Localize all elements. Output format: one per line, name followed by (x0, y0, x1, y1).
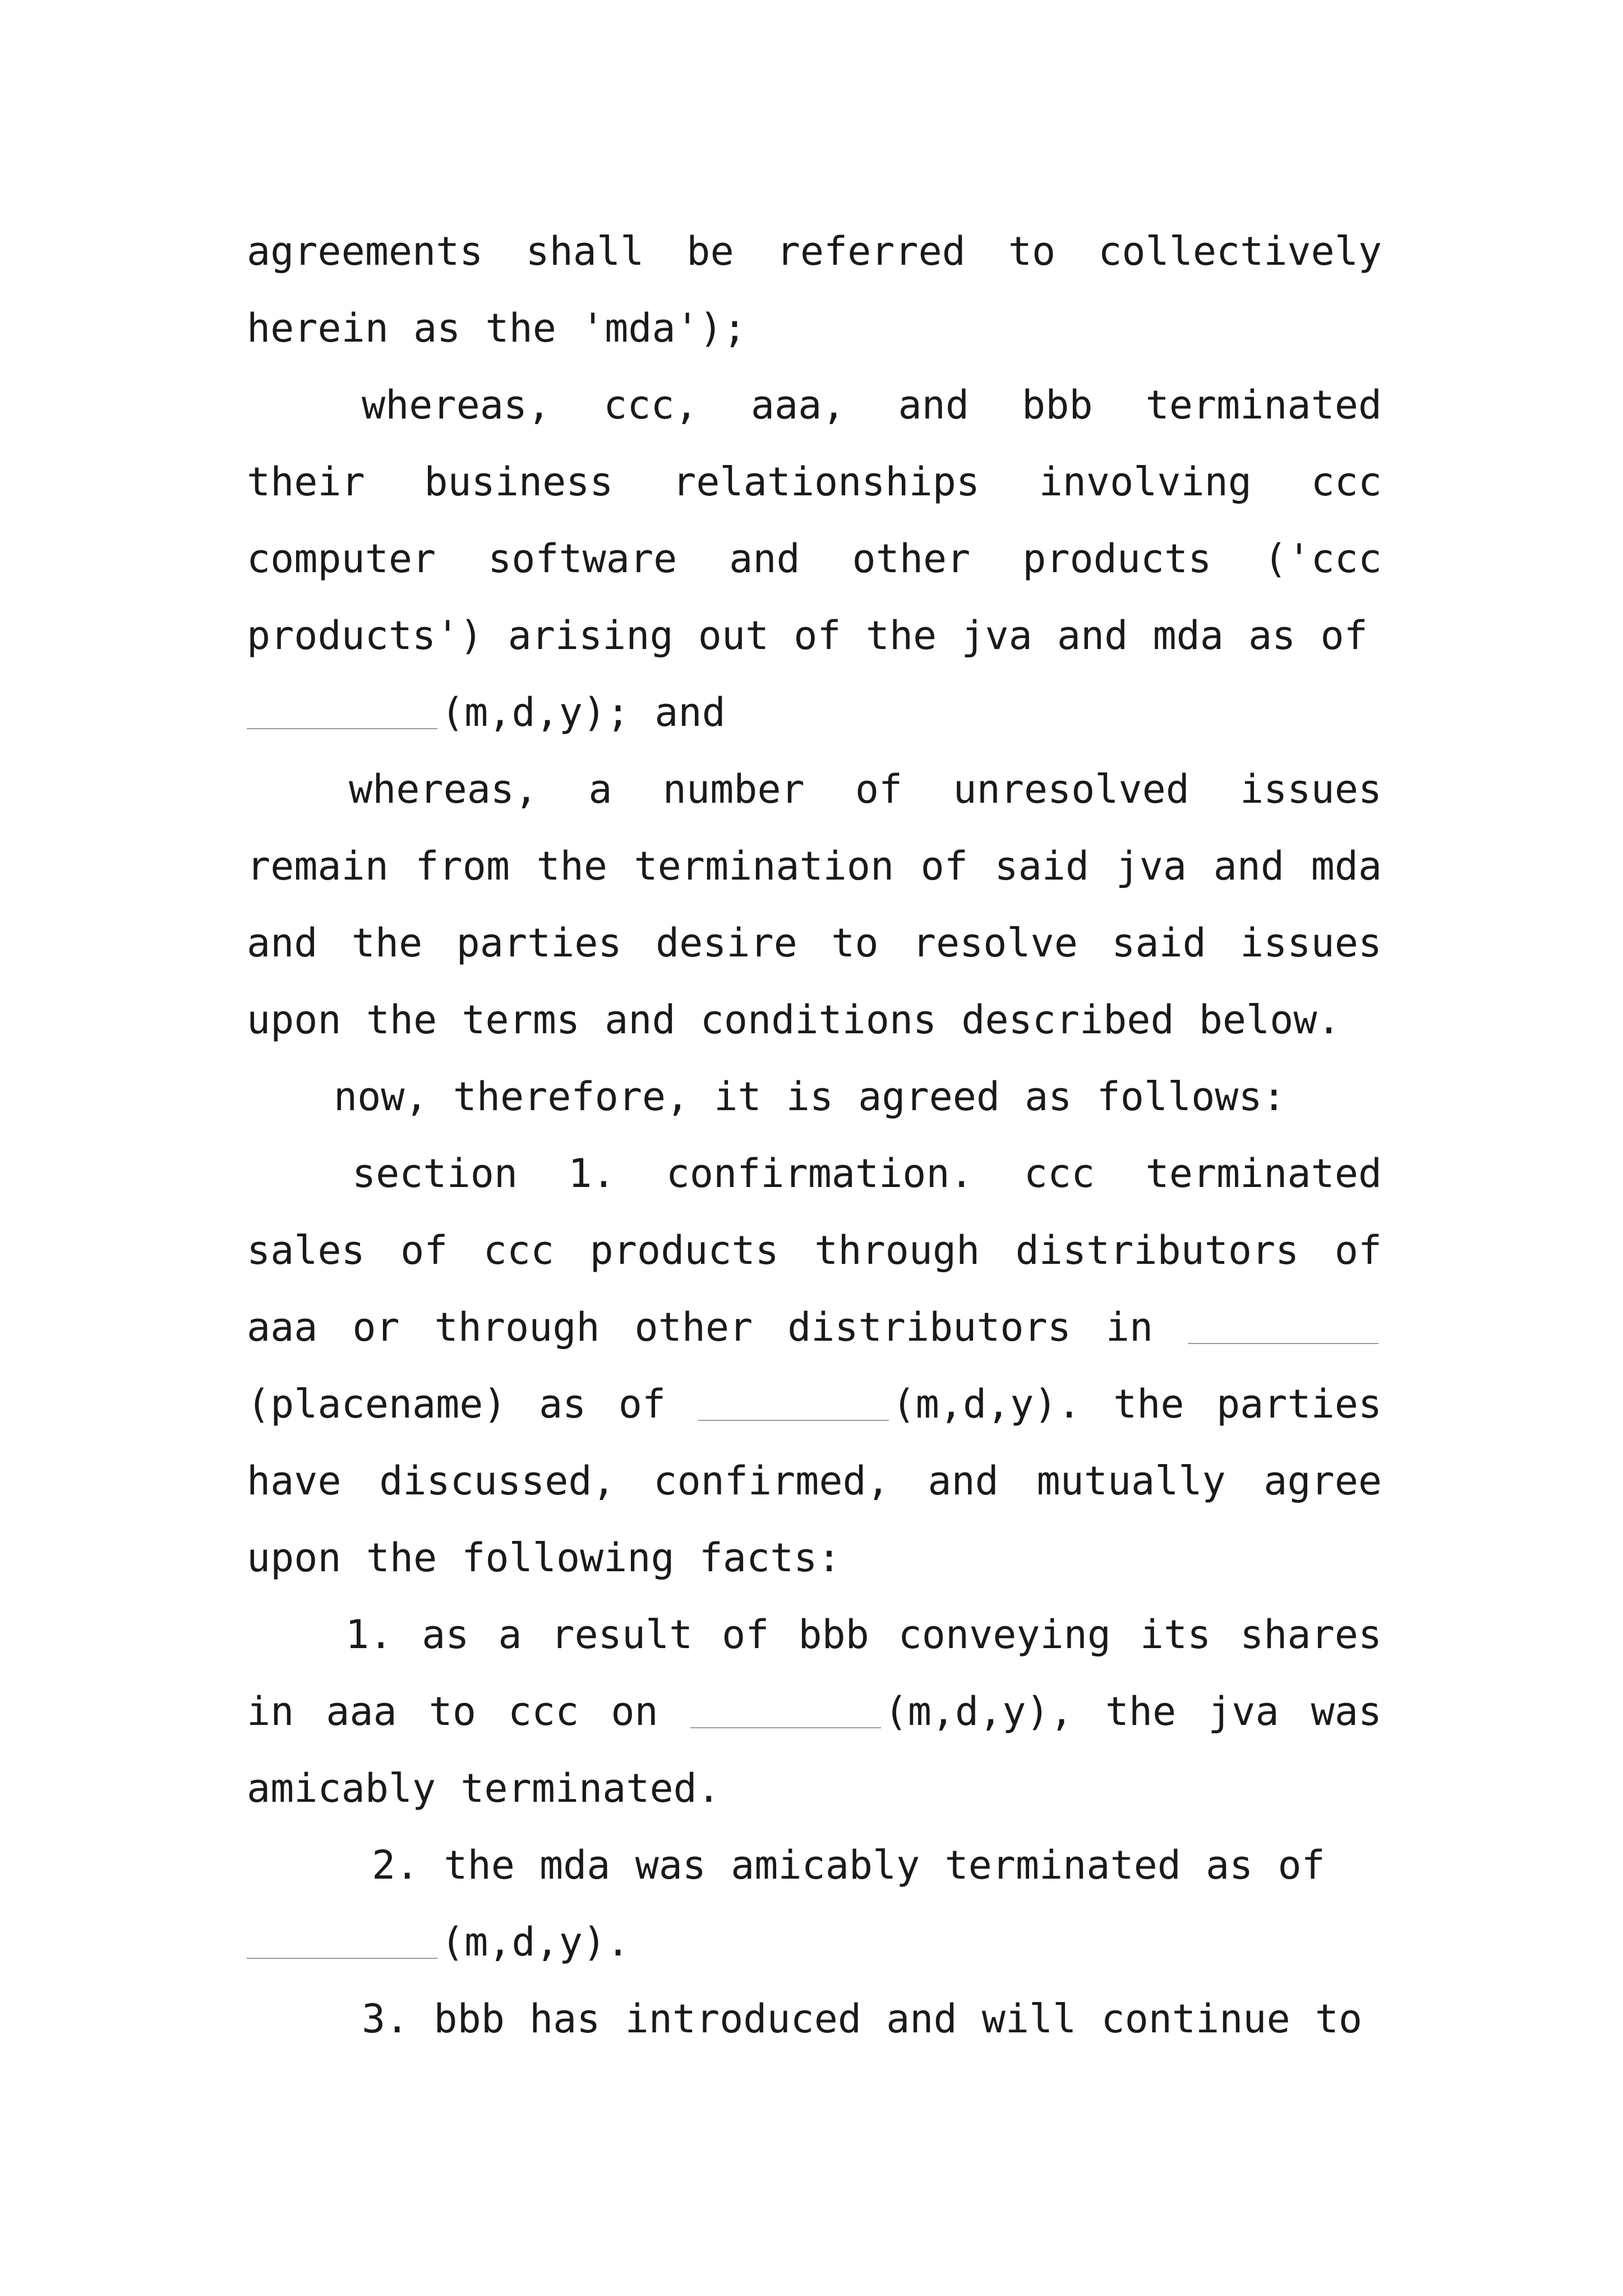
paragraph-text: (m,d,y), the jva was amicably terminated. (247, 1688, 1382, 1811)
paragraph-now-therefore (247, 1059, 1382, 1135)
paragraph-text: (m,d,y). the parties have discussed, confirmed, and mutually agree upon the following facts: (247, 1381, 1382, 1581)
paragraph-text: whereas, a number of unresolved issues remain from the termination of said jva and mda and the parties desire to resolve said issues upon the terms and conditions described below. (247, 766, 1382, 1043)
paragraph-text: (placename) as of (247, 1381, 698, 1427)
document-page (247, 213, 1382, 2058)
paragraph-text: agreements shall be referred to collectively herein as the 'mda'); (247, 228, 1382, 351)
paragraph-section-1-confirmation (247, 1135, 1382, 1596)
paragraph-text: section 1. confirmation. ccc terminated sales of ccc products through distributors of aaa or through other distributors in (247, 1151, 1382, 1350)
paragraph-text: 1. as a result of bbb conveying its shares in aaa to ccc on (247, 1612, 1382, 1734)
paragraph-fact-2 (247, 1827, 1382, 1981)
blank-date-field (247, 728, 437, 729)
blank-date-field (690, 1727, 881, 1728)
paragraph-text: now, therefore, it is agreed as follows: (334, 1074, 1286, 1120)
paragraph-fact-3 (247, 1981, 1382, 2058)
blank-date-field (698, 1419, 889, 1421)
paragraph-whereas-terminated (247, 367, 1382, 751)
paragraph-mda-definition (247, 213, 1382, 367)
paragraph-text: (m,d,y); and (441, 689, 726, 735)
blank-date-field (247, 1957, 437, 1959)
paragraph-text: (m,d,y). (441, 1919, 630, 1965)
paragraph-text: 3. bbb has introduced and will continue to (362, 1996, 1363, 2042)
paragraph-text: 2. the mda was amicably terminated as of (372, 1842, 1325, 1888)
paragraph-whereas-unresolved (247, 751, 1382, 1059)
blank-placename-field (1188, 1342, 1378, 1344)
paragraph-fact-1 (247, 1596, 1382, 1827)
paragraph-text: whereas, ccc, aaa, and bbb terminated their business relationships involving ccc computer software and other products ('ccc products') arising out of the jva and mda as of (247, 382, 1382, 659)
